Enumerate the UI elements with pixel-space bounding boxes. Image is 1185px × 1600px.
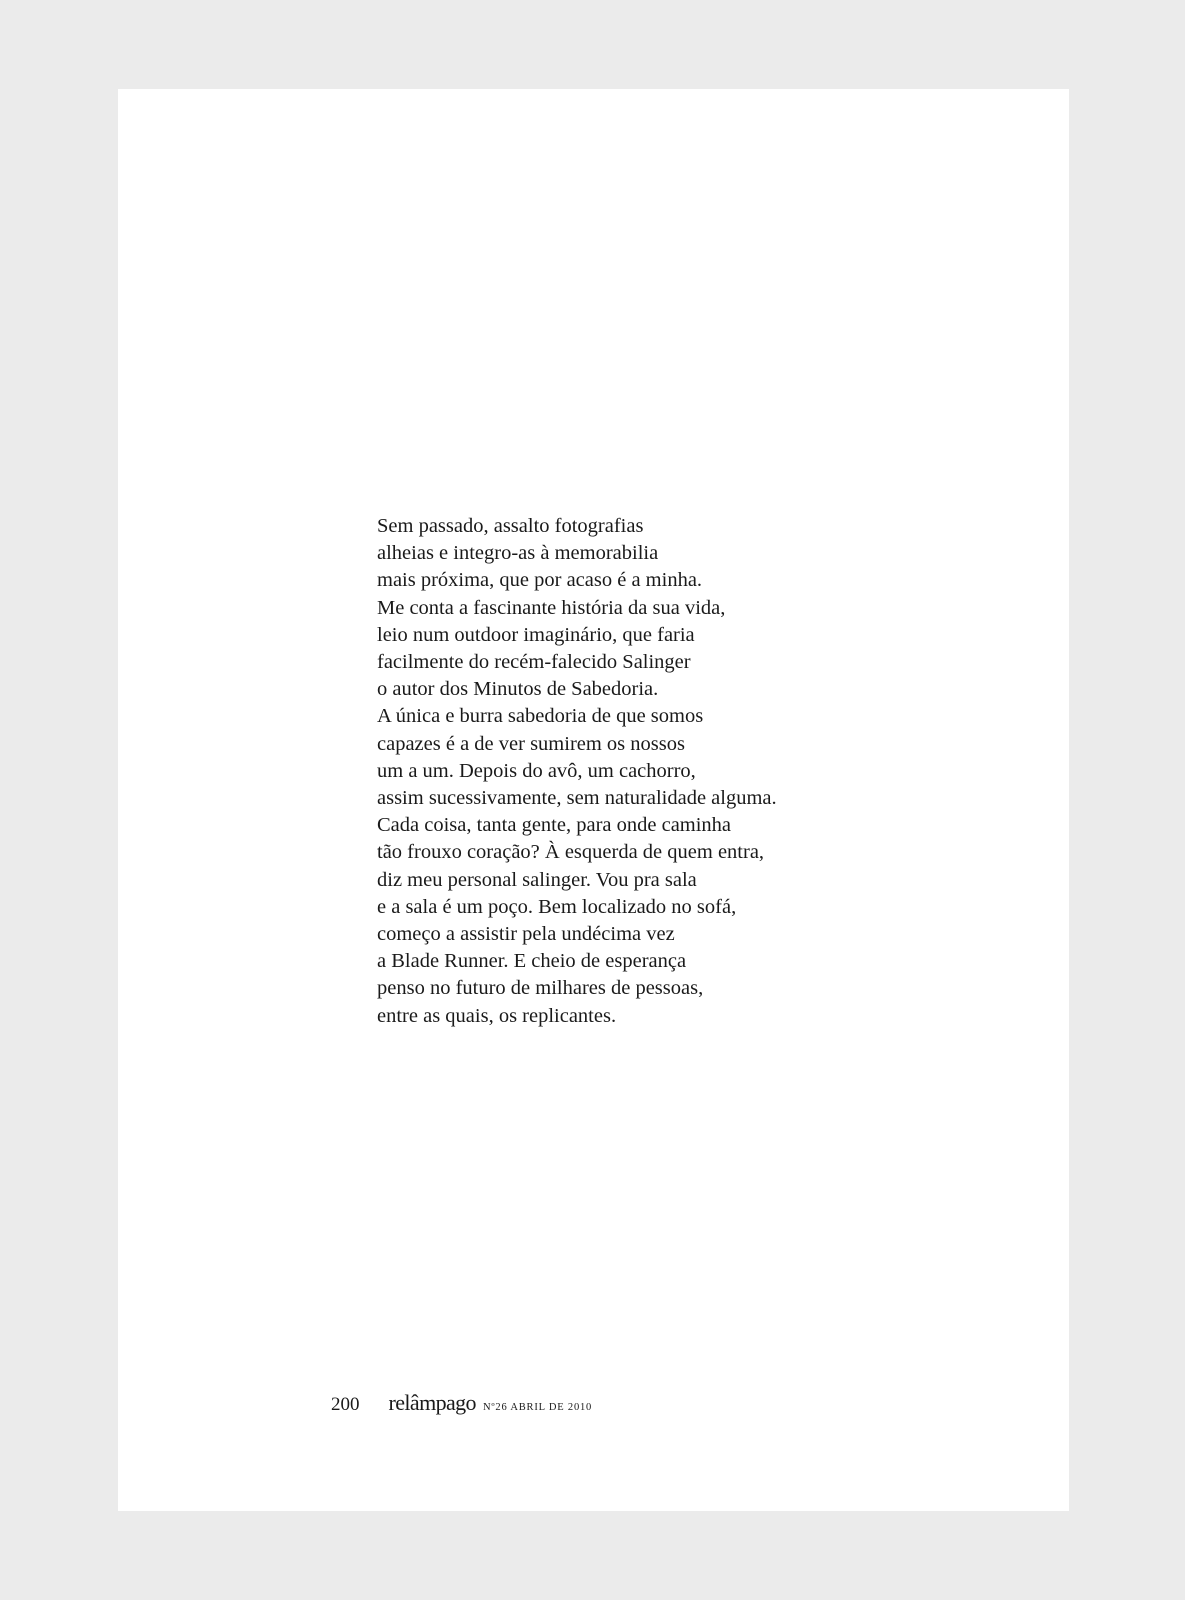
issue-info: Nº26 ABRIL DE 2010 [482,1402,593,1413]
poem-line: o autor dos Minutos de Sabedoria. [377,678,659,701]
poem-line: leio num outdoor imaginário, que faria [377,623,695,646]
page-footer [331,1390,592,1420]
poem-text [377,513,777,1030]
poem-line: Me conta a fascinante história da sua vida, [377,596,726,619]
poem-line: Cada coisa, tanta gente, para onde caminha [377,814,732,837]
poem-line: A única e burra sabedoria de que somos [377,705,704,728]
poem-line: um a um. Depois do avô, um cachorro, [377,759,696,782]
poem-line: a Blade Runner. E cheio de esperança [377,950,687,973]
poem-line: diz meu personal salinger. Vou pra sala [377,868,697,891]
poem-line: mais próxima, que por acaso é a minha. [377,569,703,592]
poem-line: assim sucessivamente, sem naturalidade alguma. [377,787,777,810]
poem-line: facilmente do recém-falecido Salinger [377,651,691,674]
poem-line: alheias e integro-as à memorabilia [377,542,659,565]
poem-line: e a sala é um poço. Bem localizado no sofá, [377,895,737,918]
poem-line: começo a assistir pela undécima vez [377,923,675,946]
poem-line: capazes é a de ver sumirem os nossos [377,732,685,755]
page-number: 200 [331,1394,360,1415]
poem-line: tão frouxo coração? À esquerda de quem entra, [377,841,765,864]
document-page [118,89,1069,1511]
poem-line: penso no futuro de milhares de pessoas, [377,977,704,1000]
poem-line: Sem passado, assalto fotografias [377,515,644,537]
poem-line: entre as quais, os replicantes. [377,1004,617,1027]
magazine-logo: relâmpago [388,1390,476,1415]
